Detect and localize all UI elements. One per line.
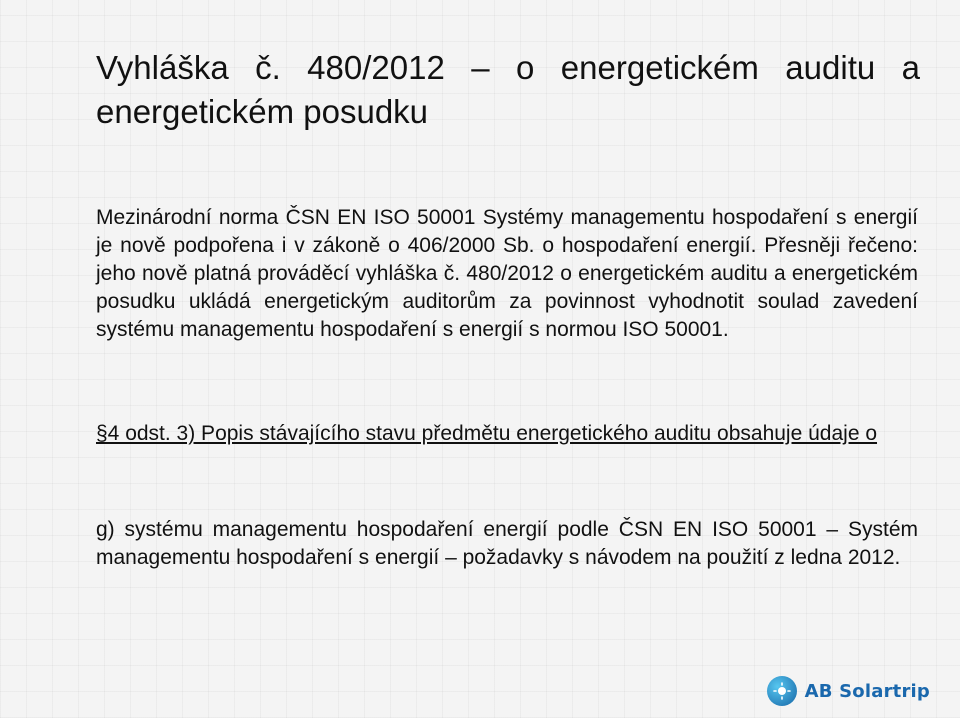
- logo-text: AB Solartrip: [804, 680, 930, 702]
- paragraph-item-g: g) systému managementu hospodaření energií podle ČSN EN ISO 50001 – Systém managementu hospodaření s energií – požadavky s návodem na použití z ledna 2012.: [96, 518, 918, 569]
- company-logo: [767, 676, 930, 706]
- paragraph-intro: Mezinárodní norma ČSN EN ISO 50001 Systémy managementu hospodaření s energií je nově podpořena i v zákoně o 406/2000 Sb. o hospodaření energií. Přesněji řečeno: jeho nově platná prováděcí vyhláška č. 480/2012 o energetickém auditu a energetickém posudku ukládá energetickým auditorům za povinnost vyhodnotit soulad zavedení systému managementu hospodaření s energií s normou ISO 50001.: [96, 206, 918, 341]
- sun-icon: [767, 676, 797, 706]
- slide-title: Vyhláška č. 480/2012 – o energetickém auditu a energetickém posudku: [96, 49, 920, 130]
- paragraph-section-reference: §4 odst. 3) Popis stávajícího stavu předmětu energetického auditu obsahuje údaje o: [96, 422, 878, 445]
